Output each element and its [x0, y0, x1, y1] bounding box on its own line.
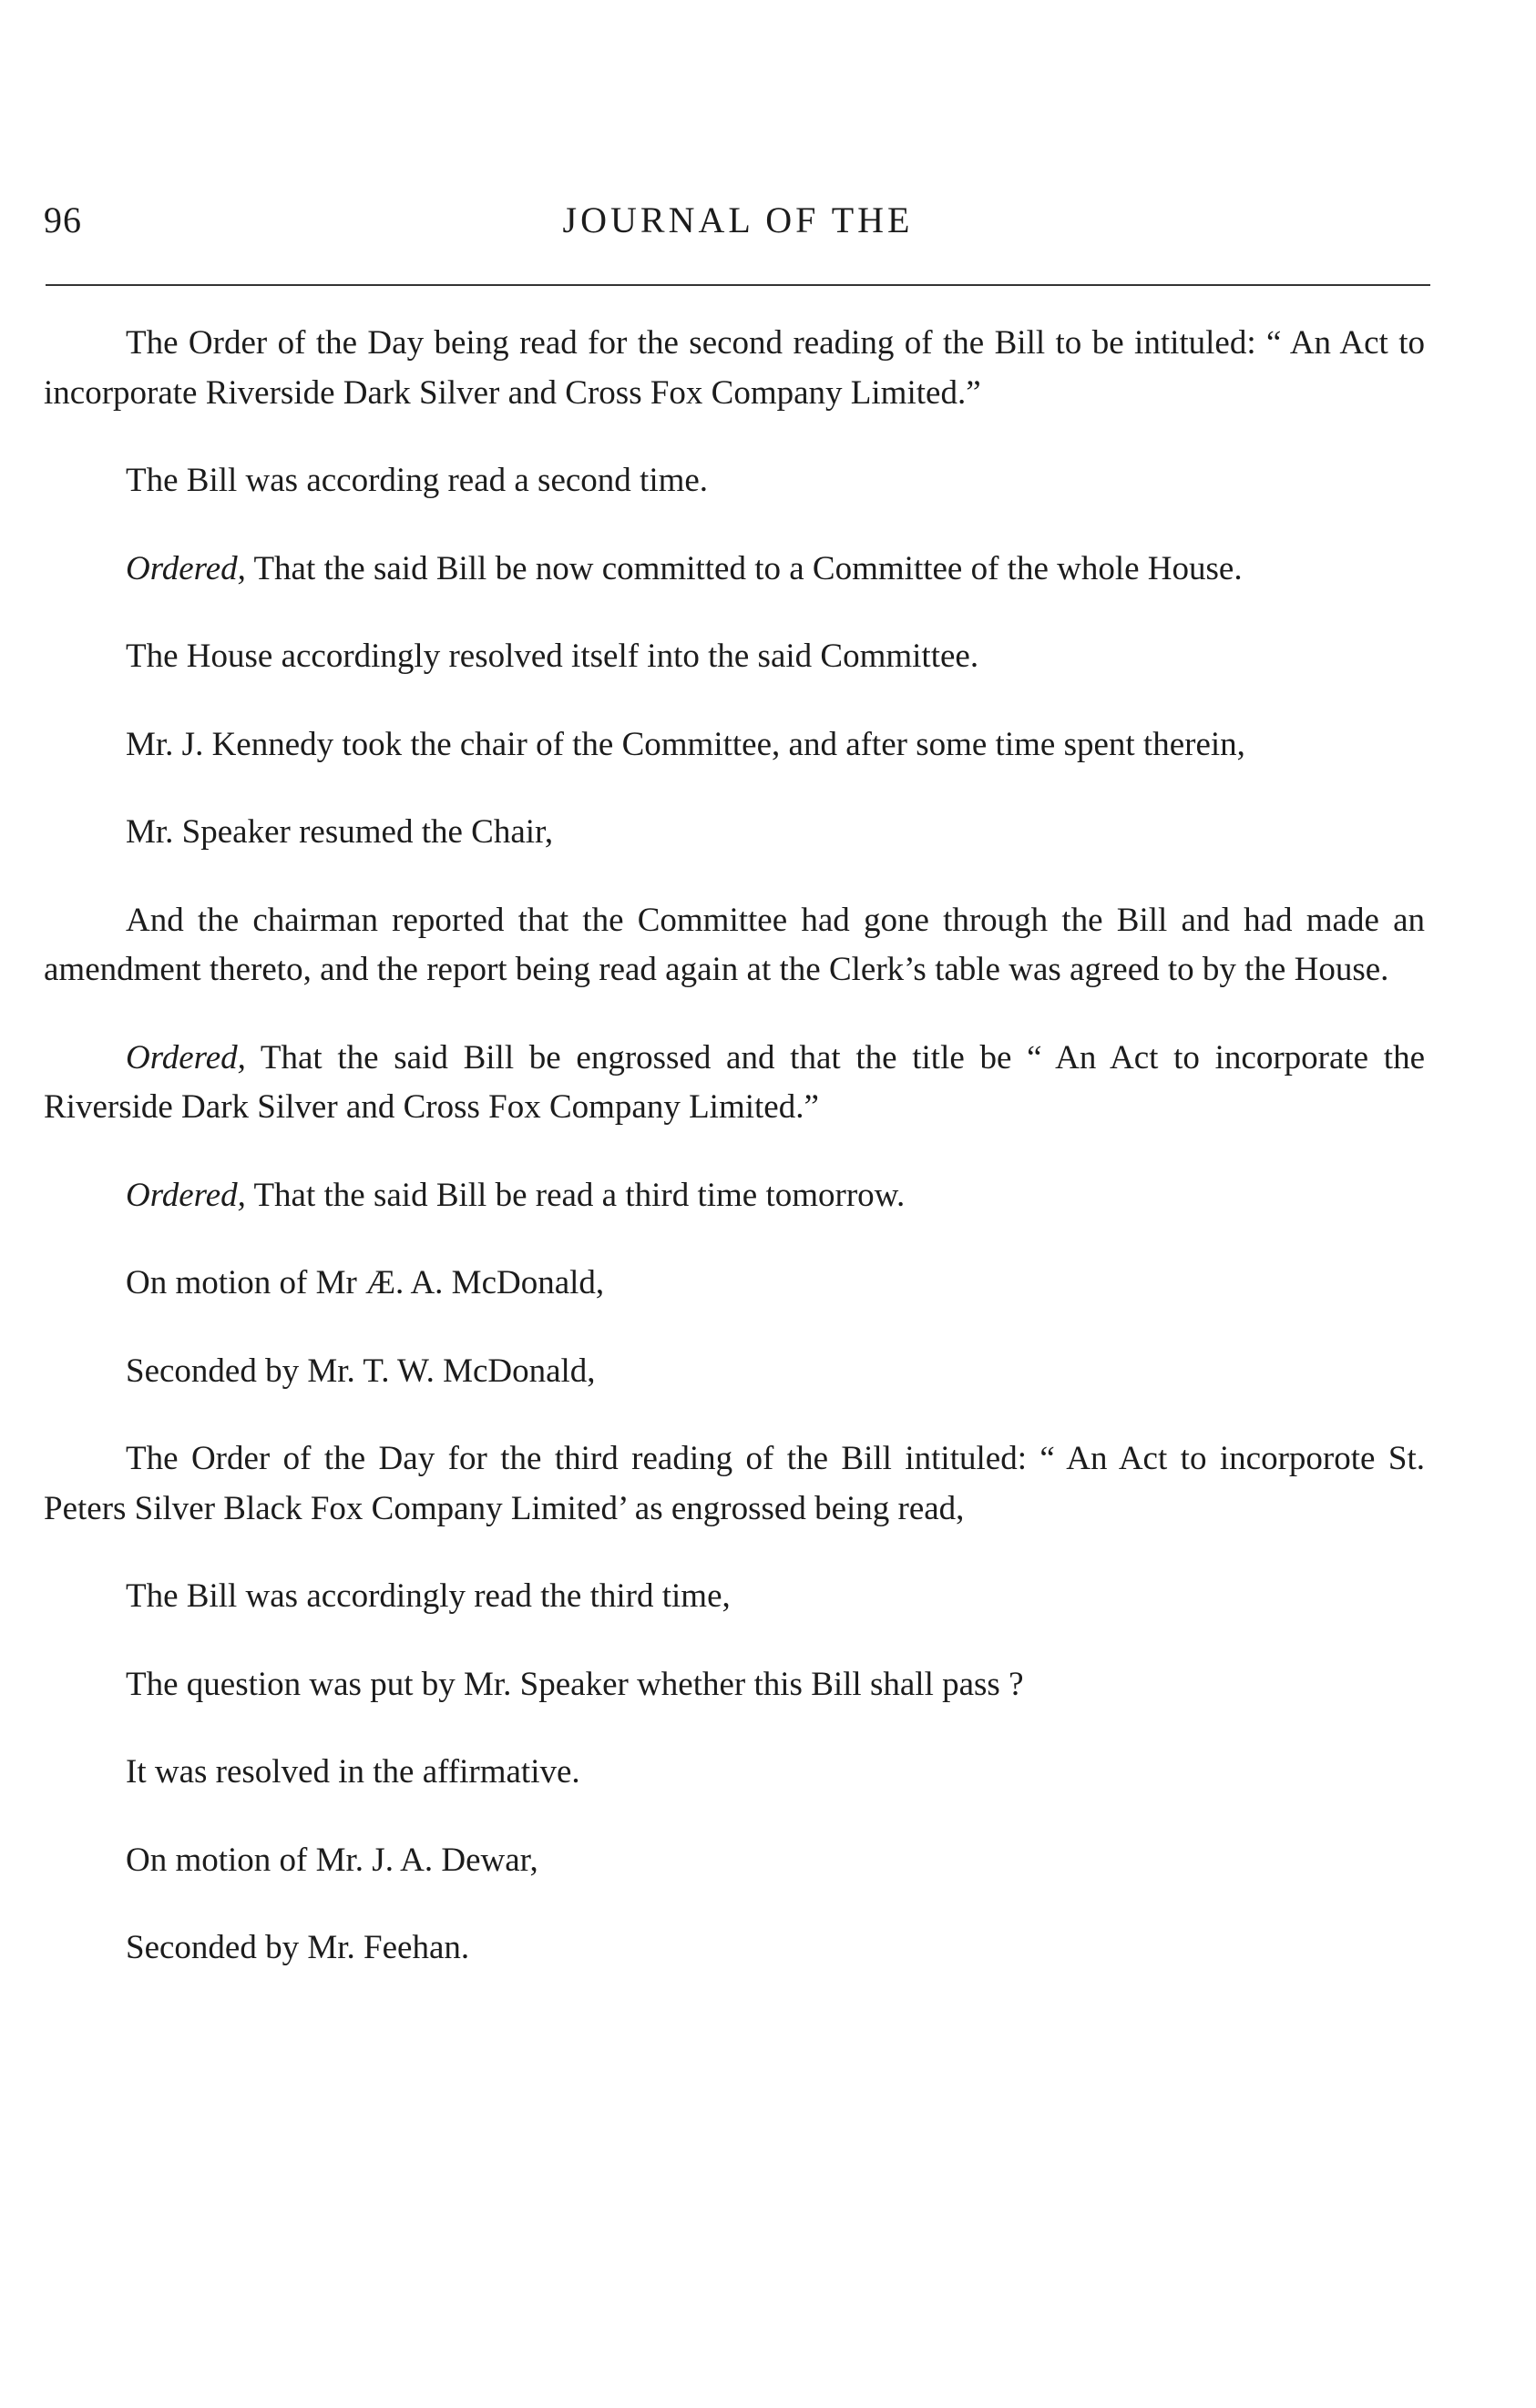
paragraph-text: It was resolved in the affirmative.: [126, 1753, 580, 1791]
paragraph-text: The House accordingly resolved itself into the said Committee.: [126, 638, 979, 675]
paragraph-text: The Order of the Day being read for the second reading of the Bill to be intituled: “ An Act to incorporate Riverside Dark Silver and Cross Fox Company Limited.”: [44, 324, 1425, 412]
paragraph-text: On motion of Mr. J. A. Dewar,: [126, 1841, 538, 1879]
running-title: JOURNAL OF THE: [562, 199, 914, 240]
paragraph-motion-mcdonald: [44, 1259, 1425, 1309]
ordered-lead: Ordered,: [126, 549, 246, 587]
paragraph-motion-dewar: [44, 1836, 1425, 1886]
paragraph-resolved-affirmative: [44, 1748, 1425, 1798]
paragraph-speaker-resumed: [44, 808, 1425, 858]
paragraph-chairman-reported: [44, 896, 1425, 995]
paragraph-second-reading: [44, 319, 1425, 418]
page-header: [44, 199, 1432, 253]
paragraph-text: The Bill was according read a second time.: [126, 462, 709, 499]
paragraph-text: That the said Bill be engrossed and that the title be “ An Act to incorporate the Riverside Dark Silver and Cross Fox Company Limited.”: [44, 1038, 1425, 1126]
paragraph-text: The Bill was accordingly read the third time,: [126, 1577, 731, 1615]
page-number: 96: [44, 199, 82, 240]
paragraph-kennedy-chair: [44, 720, 1425, 770]
paragraph-text: Mr. Speaker resumed the Chair,: [126, 813, 554, 851]
paragraph-read-third-time: [44, 1572, 1425, 1622]
paragraph-house-resolved: [44, 632, 1425, 682]
paragraph-text: That the said Bill be read a third time tomorrow.: [245, 1176, 906, 1214]
header-rule: [46, 284, 1430, 286]
paragraph-text: Mr. J. Kennedy took the chair of the Committee, and after some time spent therein,: [126, 725, 1245, 763]
paragraph-seconded-feehan: [44, 1923, 1425, 1974]
paragraph-text: On motion of Mr Æ. A. McDonald,: [126, 1264, 605, 1301]
paragraph-question-put: [44, 1660, 1425, 1710]
paragraph-ordered-engrossed: [44, 1034, 1425, 1133]
ordered-lead: Ordered,: [126, 1176, 246, 1214]
paragraph-text: The question was put by Mr. Speaker whether this Bill shall pass ?: [126, 1665, 1024, 1703]
paragraph-text: And the chairman reported that the Committee had gone through the Bill and had made an amendment thereto, and the report being read again at the Clerk’s table was agreed to by the House.: [44, 901, 1425, 988]
paragraph-text: The Order of the Day for the third reading of the Bill intituled: “ An Act to incorporote St. Peters Silver Black Fox Company Limited’ as engrossed being read,: [44, 1440, 1425, 1527]
paragraph-text: That the said Bill be now committed to a Committee of the whole House.: [245, 549, 1243, 587]
paragraph-third-reading: [44, 1434, 1425, 1534]
ordered-lead: Ordered,: [126, 1038, 246, 1076]
paragraph-seconded-mcdonald: [44, 1347, 1425, 1397]
paragraph-text: Seconded by Mr. T. W. McDonald,: [126, 1352, 596, 1390]
paragraph-ordered-committed: [44, 545, 1425, 595]
paragraph-ordered-third-time: [44, 1171, 1425, 1221]
paragraph-read-second-time: [44, 456, 1425, 506]
journal-body: [44, 319, 1425, 1974]
paragraph-text: Seconded by Mr. Feehan.: [126, 1929, 470, 1966]
